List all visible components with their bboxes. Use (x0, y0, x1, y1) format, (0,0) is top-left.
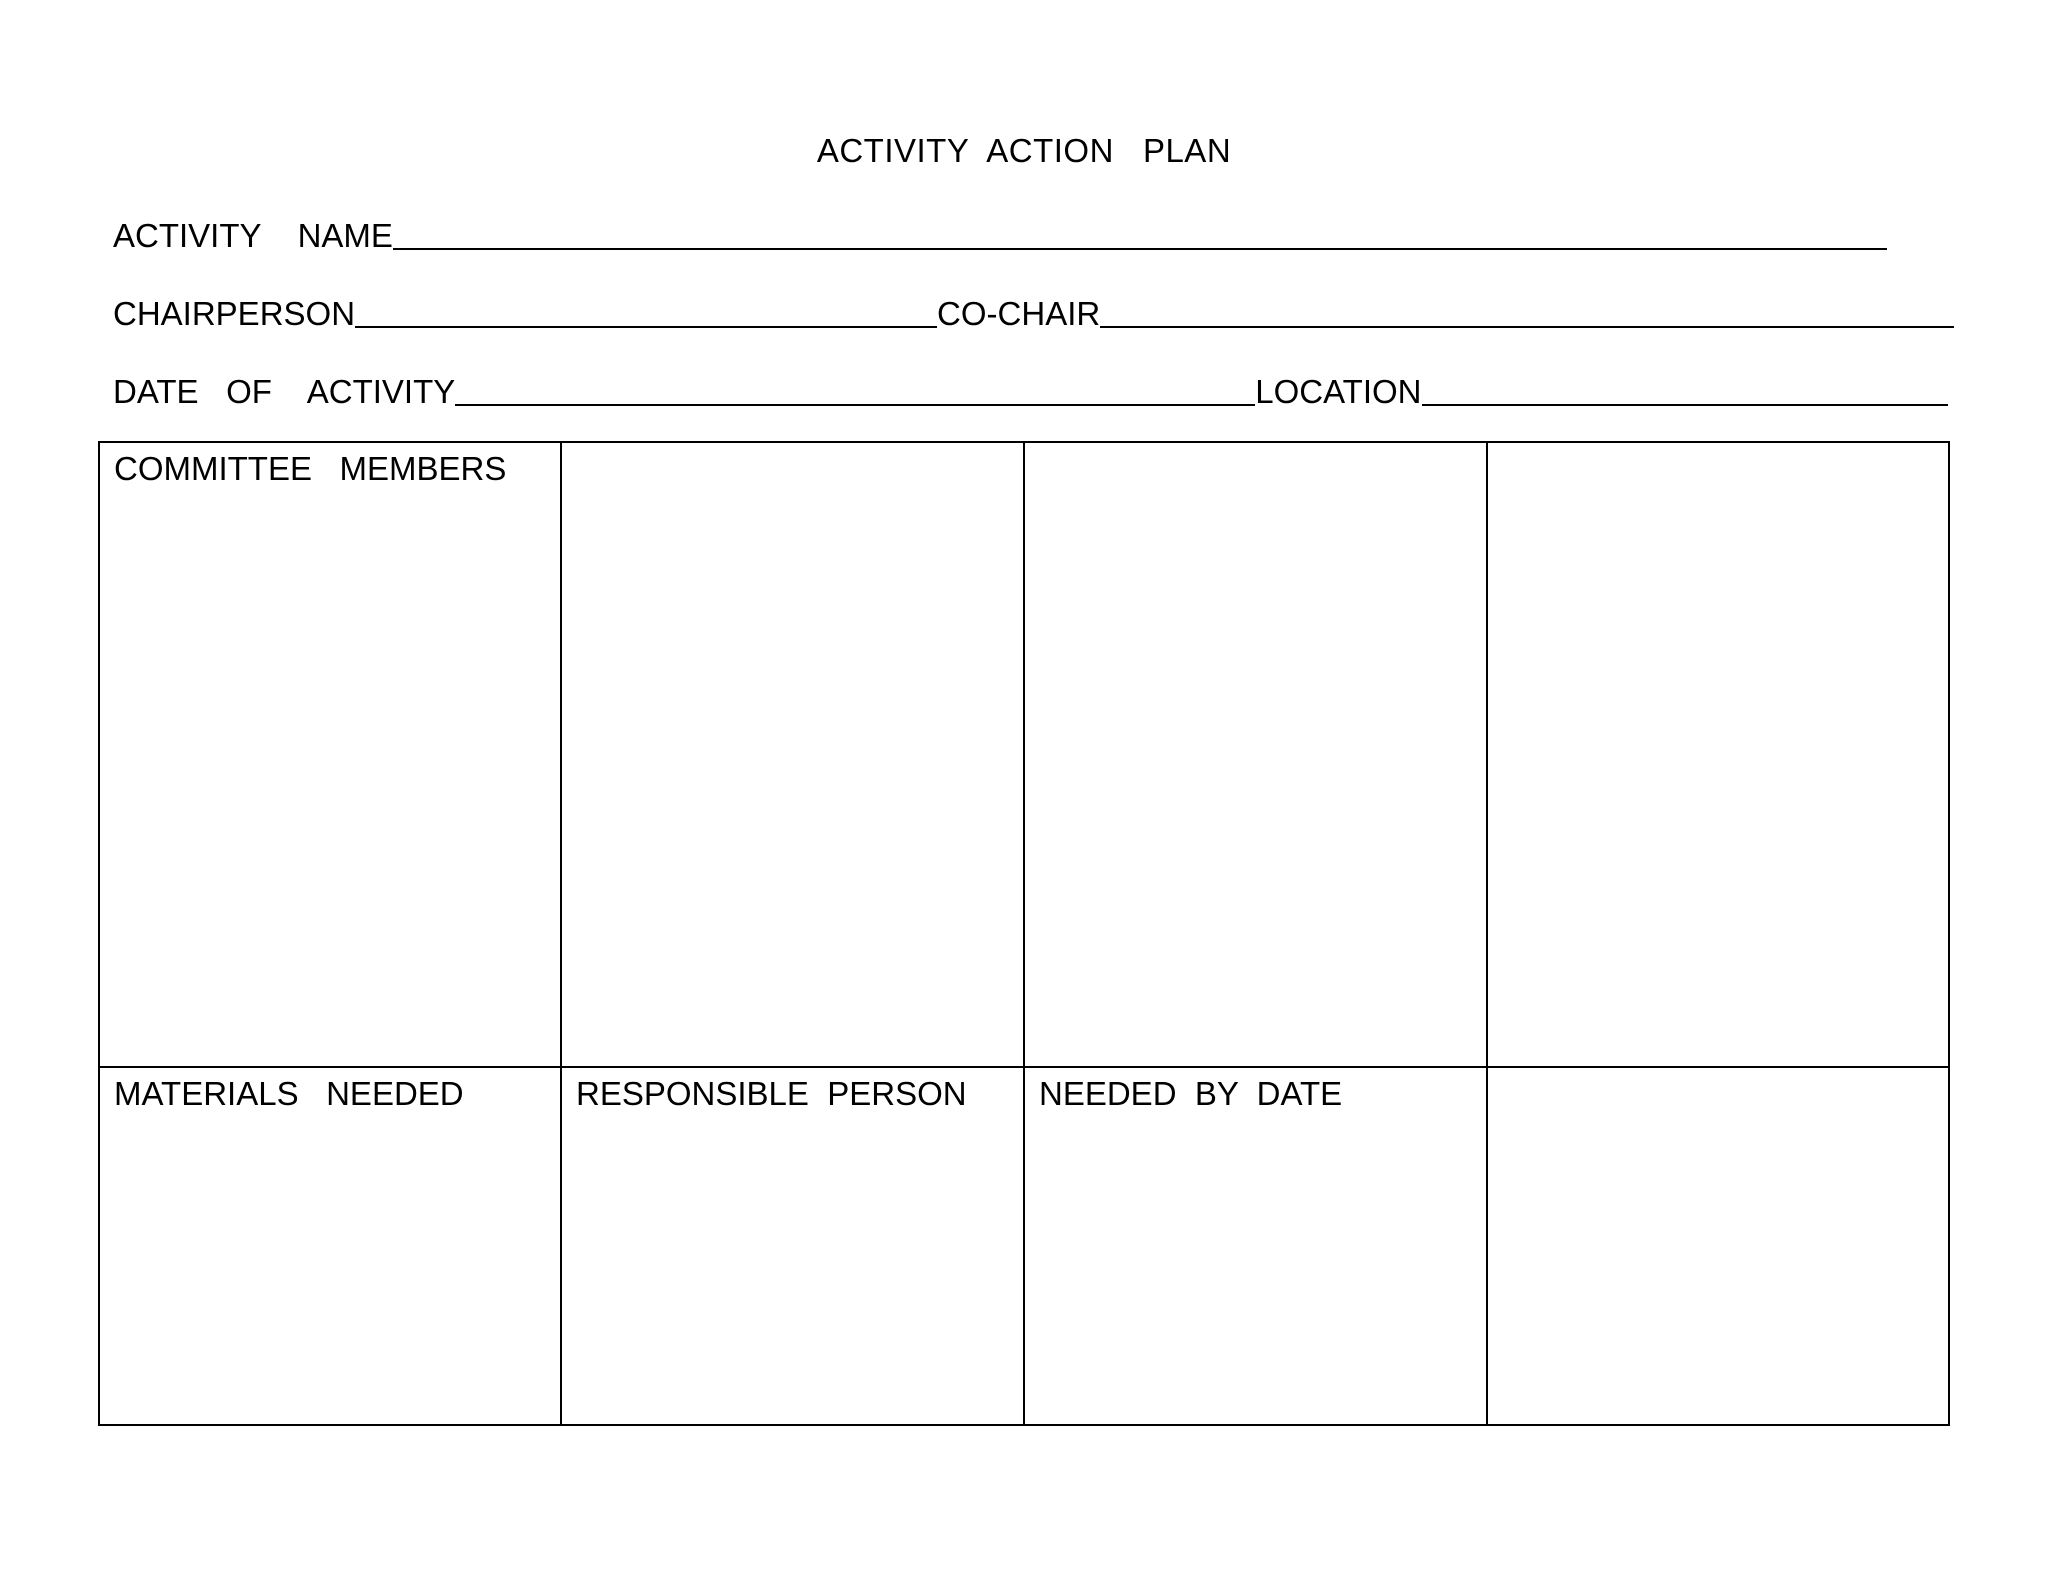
committee-cell-2[interactable] (562, 443, 1025, 1068)
extra-cell[interactable] (1488, 1068, 1948, 1424)
date-of-activity-label: DATE OF ACTIVITY (113, 373, 456, 410)
location-input[interactable] (1422, 374, 1948, 406)
committee-cell-4[interactable] (1488, 443, 1948, 1068)
activity-name-row (113, 212, 1887, 256)
responsible-person-cell[interactable]: RESPONSIBLE PERSON (562, 1068, 1025, 1424)
chair-row (113, 290, 1954, 334)
activity-name-input[interactable] (393, 218, 1887, 250)
cochair-label: CO-CHAIR (937, 295, 1101, 332)
chairperson-input[interactable] (355, 296, 937, 328)
needed-by-date-cell[interactable]: NEEDED BY DATE (1025, 1068, 1488, 1424)
materials-needed-cell[interactable]: MATERIALS NEEDED (100, 1068, 562, 1424)
committee-cell-3[interactable] (1025, 443, 1488, 1068)
plan-table (98, 441, 1950, 1426)
committee-members-cell[interactable]: COMMITTEE MEMBERS (100, 443, 562, 1068)
chairperson-label: CHAIRPERSON (113, 295, 356, 332)
activity-name-label: ACTIVITY NAME (113, 217, 393, 254)
cochair-input[interactable] (1100, 296, 1954, 328)
date-of-activity-input[interactable] (455, 374, 1255, 406)
form-title: ACTIVITY ACTION PLAN (816, 132, 1232, 169)
date-location-row (113, 368, 1948, 412)
location-label: LOCATION (1255, 373, 1422, 410)
